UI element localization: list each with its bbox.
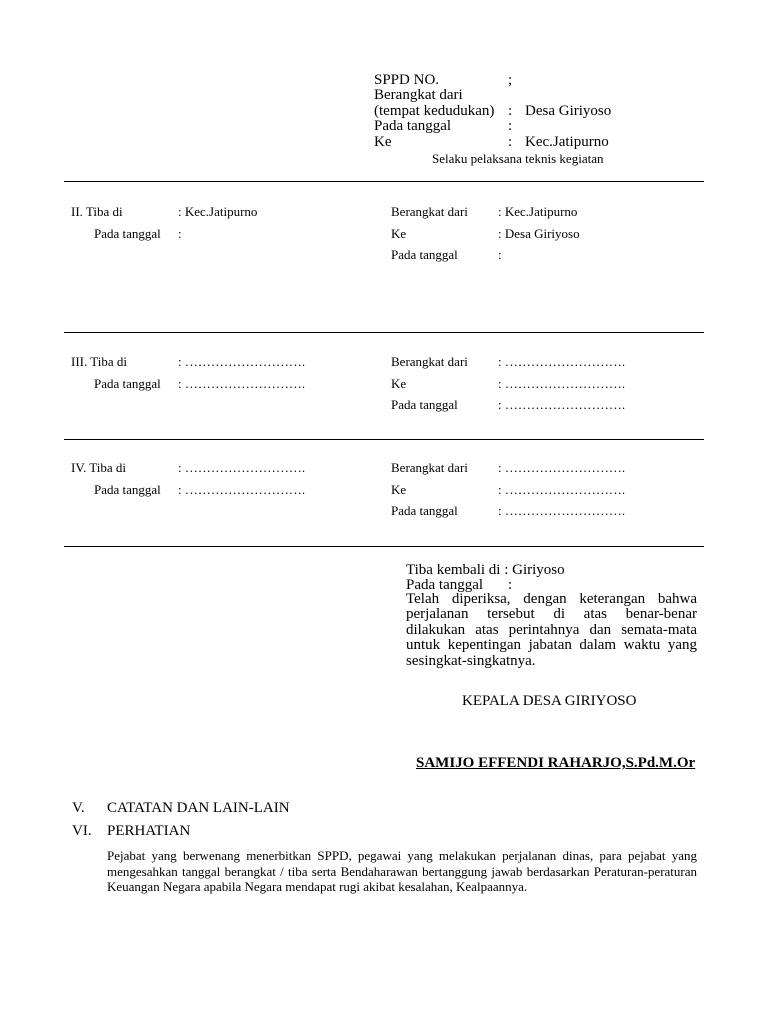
- pada-tanggal-label: Pada tanggal: [374, 118, 452, 134]
- signer-title: KEPALA DESA GIRIYOSO: [462, 693, 637, 709]
- berangkat-label: Berangkat dari: [391, 460, 468, 475]
- pada-tanggal-2-value: :: [498, 247, 502, 262]
- section-title: CATATAN DAN LAIN-LAIN: [107, 800, 290, 816]
- tiba-label: II. Tiba di: [71, 204, 123, 219]
- pada-tanggal-2-value: : ……………………….: [498, 397, 626, 412]
- pada-tanggal-label: Pada tanggal: [406, 577, 484, 593]
- pada-tanggal-separator: :: [508, 118, 513, 134]
- berangkat-label: Berangkat dari: [391, 354, 468, 369]
- pada-tanggal-label: Pada tanggal: [94, 482, 161, 497]
- ke-label: Ke: [391, 226, 407, 241]
- divider: [64, 181, 704, 182]
- tiba-value: : Kec.Jatipurno: [178, 204, 258, 219]
- perhatian-body: Pejabat yang berwenang menerbitkan SPPD, pegawai yang melakukan perjalanan dinas, para pejabat yang mengesahkan tanggal berangkat / tiba serta Bendaharawan bertanggung jawab berdasarkan Peraturan-peraturan Keuangan Negara apabila Negara mendapat rugi akibat kesalahan, Kealpaannya.: [107, 848, 697, 894]
- sppd-separator: ;: [508, 72, 513, 88]
- section-title: PERHATIAN: [107, 823, 191, 839]
- berangkat-value: : Kec.Jatipurno: [498, 204, 578, 219]
- pada-tanggal-2-label: Pada tanggal: [391, 397, 458, 412]
- pada-tanggal-label: Pada tanggal: [94, 226, 161, 241]
- selaku-text: Selaku pelaksana teknis kegiatan: [432, 151, 604, 166]
- ke-value: : ……………………….: [498, 482, 626, 497]
- berangkat-label: Berangkat dari: [391, 204, 468, 219]
- section-number: VI.: [72, 823, 92, 839]
- tiba-label: III. Tiba di: [71, 354, 127, 369]
- ke-value: : Desa Giriyoso: [498, 226, 580, 241]
- tiba-kembali: Tiba kembali di : Giriyoso: [406, 562, 565, 578]
- ke-separator: :: [508, 134, 513, 150]
- ke-label: Ke: [391, 376, 407, 391]
- berangkat-label: Berangkat dari: [374, 87, 463, 103]
- sppd-label: SPPD NO.: [374, 72, 440, 88]
- pada-tanggal-2-label: Pada tanggal: [391, 247, 458, 262]
- berangkat-value: : ……………………….: [498, 460, 626, 475]
- kedudukan-separator: :: [508, 103, 513, 119]
- tiba-value: : ……………………….: [178, 354, 306, 369]
- pada-tanggal-2-value: : ……………………….: [498, 503, 626, 518]
- pada-tanggal-2-label: Pada tanggal: [391, 503, 458, 518]
- signer-name: SAMIJO EFFENDI RAHARJO,S.Pd.M.Or: [416, 755, 696, 771]
- pada-tanggal-separator: :: [508, 577, 513, 593]
- ke-label: Ke: [374, 134, 392, 150]
- ke-value: : ……………………….: [498, 376, 626, 391]
- pada-tanggal-label: Pada tanggal: [94, 376, 161, 391]
- tiba-value: : ……………………….: [178, 460, 306, 475]
- verification-statement: Telah diperiksa, dengan keterangan bahwa perjalanan tersebut di atas benar-benar dilakukan atas perintahnya dan semata-mata untuk kepentingan jabatan dalam waktu yang sesingkat-singkatnya.: [406, 591, 697, 669]
- section-number: V.: [72, 800, 85, 816]
- divider: [64, 546, 704, 547]
- berangkat-value: : ……………………….: [498, 354, 626, 369]
- ke-value: Kec.Jatipurno: [525, 134, 609, 150]
- kedudukan-label: (tempat kedudukan): [374, 103, 495, 119]
- pada-tanggal-value: :: [178, 226, 182, 241]
- pada-tanggal-value: : ……………………….: [178, 376, 306, 391]
- tiba-label: IV. Tiba di: [71, 460, 127, 475]
- divider: [64, 332, 704, 333]
- kedudukan-value: Desa Giriyoso: [525, 103, 612, 119]
- divider: [64, 439, 704, 440]
- pada-tanggal-value: : ……………………….: [178, 482, 306, 497]
- ke-label: Ke: [391, 482, 407, 497]
